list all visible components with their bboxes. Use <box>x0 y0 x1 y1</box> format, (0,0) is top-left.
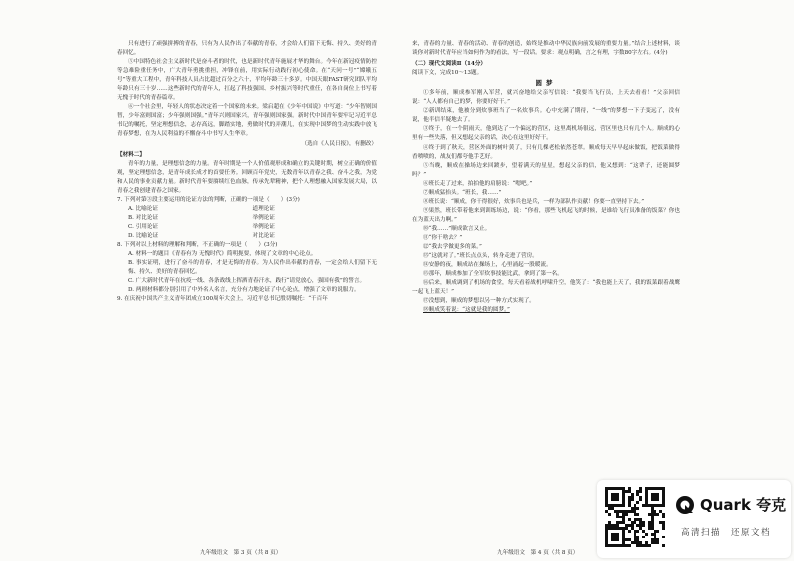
material-2-text: 青年的力量，是理想信念的力量。青年时期是一个人价值观形成和确立的关键时期，树立正确的价值观，坚定理想信念，是青年成长成才的首要任务。回顾百年党史，无数青年以青春之我、奋斗之我，为党和人民的事业贡献力量。新时代青年要赓续红色血脉，传承先辈精神，把个人理想融入国家发展大局，以青春之我创建青春之国家。 <box>117 160 377 194</box>
scanner-watermark <box>597 480 791 558</box>
page-footer: 九年级语文 第 4 页（共 8 页） <box>497 550 579 556</box>
q8-option-c: C. 广大新时代青年在抗疫一线、各条战线上挥洒青春汗水，践行“请党放心，强国有我”的誓言。 <box>128 278 366 285</box>
question-9-continued: 来，青春的力量、青春的活动、青春的创造，始终是推动中华民族向前发展的重要力量。”结合上述材料，谈谈你对新时代青年应当如何作为的看法，写一段话。要求：观点明确，言之有理，字数80字左右。(4分) <box>412 41 680 57</box>
right-page <box>397 0 794 561</box>
story-paragraph: ⑤当晚，顺成在操场边来回踱步，望着满天的星星，想起父亲的信，他又想到：“这辈子，还能圆梦吗？” <box>412 162 680 178</box>
q8-option-a: A. 材料一的题目《青春有为 无愧时代》简明扼要，体现了文章的中心论点。 <box>128 251 317 258</box>
underlined-sentence: ⑱顺成笑着说：“这就是我的圆梦。” <box>423 307 510 314</box>
page-footer: 九年级语文 第 3 页（共 8 页） <box>200 550 282 556</box>
story-paragraph: ⑩“我……”顺成欲言又止。 <box>423 225 491 232</box>
paragraph: 只有进行了顽强拼搏的青春，只有为人民作出了奉献的青春，才会给人们留下无悔、持久、美好的青春回忆。 <box>117 41 377 57</box>
qr-code <box>605 487 665 547</box>
brand-name: Quark 夸克 <box>700 496 787 514</box>
section-2-label: （二）现代文阅读Ⅱ（14分） <box>412 61 487 68</box>
story-paragraph: ⑮那年，顺成参加了全军炊事技能比武，拿到了第一名。 <box>423 271 563 278</box>
q7-option-a: A. 比喻论证 道理论证 <box>128 205 275 212</box>
story-paragraph: ⑬“这就对了。”班长点点头，转身走进了营房。 <box>423 253 538 260</box>
brand-tagline: 高清扫描 还原文档 <box>681 528 772 538</box>
source-note: （选自《人民日报》，有删改） <box>301 140 377 147</box>
q7-option-b: B. 对比论证 举例论证 <box>128 214 275 221</box>
story-title: 圆梦 <box>535 79 557 88</box>
story-paragraph: ⑯后来，顺成调到了机场的食堂，每天看着战机呼啸升空，他笑了：“我也能上天了，我的饭菜跟着战鹰一起飞上蓝天！” <box>412 280 680 296</box>
quark-logo-icon <box>675 495 695 515</box>
story-paragraph: ⑦顺成猛抬头。“班长，我……” <box>423 189 502 196</box>
q8-option-b: B. 事实证明，进行了奋斗的青春，才是无悔的青春。为人民作出奉献的青春，一定会给人们留下无悔、持久、美好的青春回忆。 <box>128 260 377 276</box>
material-2-label: 【材料二】 <box>117 151 145 158</box>
question-7: 7. 下列对第③段主要运用的论证方法的判断，正确的一项是（ ）(3分) <box>117 196 300 203</box>
paragraph: ⑥一个社会里，年轻人的状态决定着一个国家的未来。梁启超在《少年中国说》中写道：“少年智则国智，少年富则国富；少年强则国强。”青年兴则国家兴，青年强则国家强。新时代中国青年要牢记习近平总书记的嘱托，坚定理想信念，志存高远，脚踏实地，勇做时代的弄潮儿，在实现中国梦的生动实践中放飞青春梦想，在为人民利益的不懈奋斗中书写人生华章。 <box>117 104 377 138</box>
story-paragraph: ④终于到了秋天，营区外面的树叶黄了，只有几棵老松依然苍翠。顺成每天早早起床做饭，把饭菜做得香喷喷的，战友们都夸他手艺好。 <box>412 144 680 160</box>
question-9: 9. 在庆祝中国共产主义青年团成立100周年大会上，习近平总书记殷切嘱托：“千百年 <box>117 296 328 303</box>
story-paragraph: ②新训结束，他被分到炊事班当了一名炊事兵。心中充满了期待，“一线”的梦想一下子变远了，没有说，他半信半疑地去了。 <box>412 108 680 124</box>
question-8: 8. 下列对以上材料的理解和判断，不正确的一项是（ ）(3分) <box>117 242 278 249</box>
q7-option-d: D. 比喻论证 对比论证 <box>128 232 275 239</box>
section-2-instructions: 阅读下文，完成10～13题。 <box>412 70 483 77</box>
quark-logo <box>675 494 786 515</box>
right-column <box>412 40 680 315</box>
story-paragraph: ⑪“你干啥去？” <box>423 234 463 241</box>
story-paragraph: ①多年前，顺成参军刚入军营，就兴奋地给父亲写信说：“我要当飞行员，上天去看看！”父亲回信说：“人人都有自己的梦，你要好好干。” <box>412 90 680 106</box>
story-paragraph: ③终于，在一个阴雨天，他到达了一个偏远的营区，这里离机场很远，营区里也只有几个人。顺成的心里有一些失落，但又想起父亲的话，决心在这里好好干。 <box>412 126 680 142</box>
q7-option-c: C. 引用论证 举例论证 <box>128 223 275 230</box>
paragraph: ⑤中国特色社会主义新时代是奋斗者的时代，也是新时代青年施展才华的舞台。今年在新冠疫情防控等急难险重任务中，广大青年勇挑重担，冲锋在前，用实际行动践行初心使命。在“天问一号”“嫦娥五号”等重大工程中，青年科技人员占比超过百分之六十，平均年龄三十多岁。中国天眼FAST研究团队平均年龄只有三十岁……这些新时代的青年人，扛起了科技强国、乡村振兴等时代重任，在各自岗位上书写着无愧于时代的青春篇章。 <box>117 59 377 102</box>
q8-option-d: D. 两则材料都分别引用了中外名人名言，充分有力地论证了中心论点，增强了文章的说服力。 <box>128 287 360 294</box>
story-paragraph: ⑨果然，班长带着他来到训练场边，说：“你看，那些飞机起飞的时候，是谁给飞行员准备的饭菜？你也在为蓝天出力啊。” <box>412 207 680 223</box>
story-paragraph: ⑧班长说：“顺成，你干得很好，炊事兵也是兵，一样为部队作贡献！你要一直坚持下去。” <box>423 198 645 205</box>
left-column <box>117 40 377 304</box>
story-paragraph: ⑫“我去学做更多的菜。” <box>423 244 482 251</box>
story-paragraph: ⑥班长走了过来，拍拍他的肩膀说：“嗯吧。” <box>423 180 533 187</box>
story-paragraph: ⑰没想到，顺成的梦想以另一种方式实现了。 <box>423 298 535 305</box>
story-paragraph: ⑭安静的夜，顺成站在操场上，心里涌起一股暖流。 <box>423 262 552 269</box>
